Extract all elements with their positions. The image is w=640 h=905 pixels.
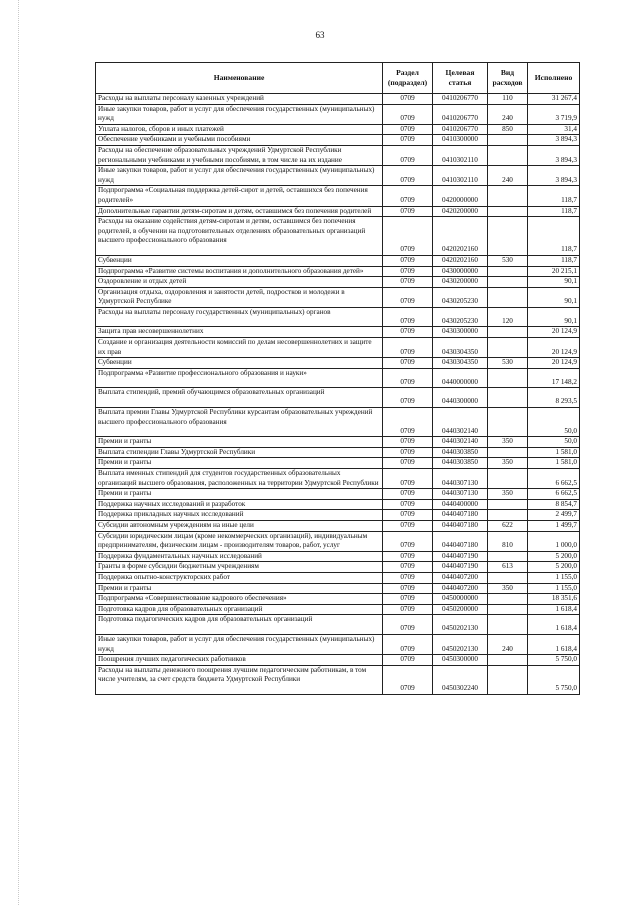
cell-name: Расходы на выплаты денежного поощрения лучшим педагогическим работникам, в том числе учителям, за счет средств бюджета Удмуртской Республики [96, 665, 383, 694]
cell-target: 0440400000 [433, 499, 488, 510]
cell-target: 0420000000 [433, 186, 488, 206]
cell-section: 0709 [383, 104, 433, 124]
cell-section: 0709 [383, 287, 433, 307]
cell-name: Субсидии автономным учреждениям на иные цели [96, 520, 383, 531]
cell-executed: 90,1 [528, 277, 580, 288]
cell-name: Премии и гранты [96, 458, 383, 469]
cell-executed: 1 000,0 [528, 531, 580, 551]
table-row [96, 186, 580, 206]
cell-executed: 1 581,0 [528, 447, 580, 458]
cell-name: Гранты в форме субсидии бюджетным учреждениям [96, 562, 383, 573]
cell-target: 0430200000 [433, 277, 488, 288]
table-row [96, 124, 580, 135]
cell-name: Иные закупки товаров, работ и услуг для обеспечения государственных (муниципальных) нужд [96, 634, 383, 654]
cell-target: 0410302110 [433, 145, 488, 165]
cell-name: Обеспечение учебниками и учебными пособиями [96, 135, 383, 146]
cell-section: 0709 [383, 562, 433, 573]
cell-name: Поддержка прикладных научных исследований [96, 510, 383, 521]
table-row [96, 277, 580, 288]
cell-name: Иные закупки товаров, работ и услуг для обеспечения государственных (муниципальных) нужд [96, 104, 383, 124]
cell-executed: 90,1 [528, 307, 580, 327]
cell-name: Подготовка педагогических кадров для образовательных организаций [96, 615, 383, 635]
cell-kind: 350 [488, 489, 528, 500]
cell-name: Подпрограмма «Развитие профессионального образования и науки» [96, 368, 383, 388]
table-row [96, 206, 580, 217]
cell-kind [488, 594, 528, 605]
cell-executed: 20 215,1 [528, 266, 580, 277]
header-target: Целевая статья [433, 63, 488, 94]
table-row [96, 338, 580, 358]
cell-section: 0709 [383, 277, 433, 288]
cell-kind [488, 327, 528, 338]
cell-section: 0709 [383, 437, 433, 448]
table-row [96, 408, 580, 437]
cell-kind [488, 665, 528, 694]
cell-section: 0709 [383, 655, 433, 666]
table-row [96, 104, 580, 124]
cell-executed: 1 499,7 [528, 520, 580, 531]
cell-section: 0709 [383, 388, 433, 408]
cell-name: Расходы на обеспечение образовательных учреждений Удмуртской Республики региональными учебниками и учебными пособиями, в том числе на их издание [96, 145, 383, 165]
cell-kind: 810 [488, 531, 528, 551]
cell-executed: 3 894,3 [528, 166, 580, 186]
table-row [96, 327, 580, 338]
cell-executed: 118,7 [528, 255, 580, 266]
table-row [96, 562, 580, 573]
cell-section: 0709 [383, 368, 433, 388]
cell-kind [488, 604, 528, 615]
cell-executed: 31,4 [528, 124, 580, 135]
budget-table [95, 62, 580, 695]
cell-section: 0709 [383, 145, 433, 165]
cell-target: 0450302240 [433, 665, 488, 694]
cell-kind [488, 655, 528, 666]
table-row [96, 572, 580, 583]
cell-executed: 5 200,0 [528, 551, 580, 562]
header-section: Раздел (подраздел) [383, 63, 433, 94]
cell-target: 0440302140 [433, 437, 488, 448]
table-row [96, 145, 580, 165]
table-row [96, 135, 580, 146]
page-number: 63 [315, 30, 325, 40]
margin-dotted-line [18, 0, 19, 905]
table-header-row [96, 63, 580, 94]
cell-executed: 1 155,0 [528, 572, 580, 583]
cell-kind: 240 [488, 104, 528, 124]
cell-kind [488, 145, 528, 165]
cell-executed: 5 750,0 [528, 665, 580, 694]
cell-section: 0709 [383, 307, 433, 327]
cell-name: Поощрения лучших педагогических работников [96, 655, 383, 666]
cell-kind: 530 [488, 255, 528, 266]
cell-name: Оздоровление и отдых детей [96, 277, 383, 288]
cell-executed: 20 124,9 [528, 338, 580, 358]
cell-executed: 17 148,2 [528, 368, 580, 388]
cell-executed: 50,0 [528, 408, 580, 437]
table-row [96, 94, 580, 105]
table-row [96, 594, 580, 605]
cell-section: 0709 [383, 469, 433, 489]
table-row [96, 655, 580, 666]
cell-kind: 622 [488, 520, 528, 531]
cell-kind [488, 368, 528, 388]
table-body [96, 94, 580, 695]
table-row [96, 531, 580, 551]
cell-kind [488, 135, 528, 146]
cell-section: 0709 [383, 408, 433, 437]
cell-name: Создание и организация деятельности комиссий по делам несовершеннолетних и защите их прав [96, 338, 383, 358]
cell-executed: 50,0 [528, 437, 580, 448]
cell-executed: 20 124,9 [528, 358, 580, 369]
table-row [96, 615, 580, 635]
cell-target: 0440302140 [433, 408, 488, 437]
cell-section: 0709 [383, 531, 433, 551]
cell-name: Поддержка научных исследований и разработок [96, 499, 383, 510]
cell-name: Расходы на выплаты персоналу государственных (муниципальных) органов [96, 307, 383, 327]
cell-target: 0430300000 [433, 327, 488, 338]
cell-kind [488, 510, 528, 521]
cell-section: 0709 [383, 338, 433, 358]
cell-target: 0450000000 [433, 594, 488, 605]
cell-target: 0430205230 [433, 307, 488, 327]
cell-name: Подготовка кадров для образовательных организаций [96, 604, 383, 615]
cell-target: 0440407200 [433, 583, 488, 594]
cell-executed: 31 267,4 [528, 94, 580, 105]
cell-section: 0709 [383, 458, 433, 469]
cell-executed: 5 200,0 [528, 562, 580, 573]
cell-name: Выплата стипендий, премий обучающимся образовательных организаций [96, 388, 383, 408]
cell-kind: 120 [488, 307, 528, 327]
header-executed: Исполнено [528, 63, 580, 94]
cell-executed: 118,7 [528, 206, 580, 217]
cell-name: Премии и гранты [96, 583, 383, 594]
cell-target: 0450300000 [433, 655, 488, 666]
table-row [96, 469, 580, 489]
cell-section: 0709 [383, 510, 433, 521]
cell-target: 0410302110 [433, 166, 488, 186]
cell-target: 0450200000 [433, 604, 488, 615]
cell-target: 0440000000 [433, 368, 488, 388]
cell-name: Премии и гранты [96, 437, 383, 448]
table-row [96, 217, 580, 256]
cell-target: 0450202130 [433, 615, 488, 635]
cell-name: Расходы на оказание содействия детям-сиротам и детям, оставшимся без попечения родителей, в обучении на подготовительных отделениях образовательных организаций высшего профессионального образования [96, 217, 383, 256]
cell-section: 0709 [383, 665, 433, 694]
cell-kind [488, 186, 528, 206]
cell-section: 0709 [383, 583, 433, 594]
cell-executed: 1 618,4 [528, 615, 580, 635]
table-row [96, 307, 580, 327]
cell-executed: 5 750,0 [528, 655, 580, 666]
cell-executed: 3 894,3 [528, 135, 580, 146]
cell-kind [488, 266, 528, 277]
cell-target: 0430304350 [433, 338, 488, 358]
cell-executed: 118,7 [528, 217, 580, 256]
table-row [96, 368, 580, 388]
cell-executed: 6 662,5 [528, 469, 580, 489]
cell-section: 0709 [383, 186, 433, 206]
cell-executed: 20 124,9 [528, 327, 580, 338]
cell-name: Выплата премии Главы Удмуртской Республики курсантам образовательных учреждений высшего профессионального образования [96, 408, 383, 437]
table-row [96, 447, 580, 458]
cell-target: 0440407200 [433, 572, 488, 583]
cell-kind [488, 408, 528, 437]
table-row [96, 388, 580, 408]
cell-executed: 118,7 [528, 186, 580, 206]
cell-kind: 350 [488, 437, 528, 448]
table-row [96, 665, 580, 694]
cell-executed: 3 894,3 [528, 145, 580, 165]
header-name: Наименование [96, 63, 383, 94]
cell-section: 0709 [383, 124, 433, 135]
cell-kind: 240 [488, 166, 528, 186]
cell-name: Премии и гранты [96, 489, 383, 500]
cell-target: 0410206770 [433, 124, 488, 135]
cell-kind [488, 338, 528, 358]
table-row [96, 489, 580, 500]
cell-kind [488, 388, 528, 408]
cell-target: 0410206770 [433, 94, 488, 105]
table-row [96, 255, 580, 266]
cell-kind: 613 [488, 562, 528, 573]
cell-target: 0450202130 [433, 634, 488, 654]
cell-section: 0709 [383, 255, 433, 266]
cell-name: Иные закупки товаров, работ и услуг для обеспечения государственных (муниципальных) нужд [96, 166, 383, 186]
cell-kind [488, 447, 528, 458]
table-row [96, 551, 580, 562]
table-row [96, 287, 580, 307]
cell-name: Организация отдыха, оздоровления и занятости детей, подростков и молодежи в Удмуртской Республике [96, 287, 383, 307]
cell-executed: 8 293,5 [528, 388, 580, 408]
cell-executed: 8 854,7 [528, 499, 580, 510]
cell-target: 0410206770 [433, 104, 488, 124]
cell-target: 0440407190 [433, 562, 488, 573]
table-row [96, 520, 580, 531]
cell-section: 0709 [383, 166, 433, 186]
cell-target: 0440303850 [433, 447, 488, 458]
table-row [96, 458, 580, 469]
cell-target: 0440407180 [433, 531, 488, 551]
cell-kind [488, 217, 528, 256]
table-row [96, 604, 580, 615]
cell-kind [488, 615, 528, 635]
cell-section: 0709 [383, 520, 433, 531]
cell-executed: 1 155,0 [528, 583, 580, 594]
cell-kind [488, 572, 528, 583]
cell-name: Защита прав несовершеннолетних [96, 327, 383, 338]
cell-section: 0709 [383, 551, 433, 562]
cell-executed: 1 618,4 [528, 634, 580, 654]
cell-section: 0709 [383, 327, 433, 338]
cell-target: 0440307130 [433, 489, 488, 500]
table-row [96, 358, 580, 369]
cell-target: 0440407180 [433, 510, 488, 521]
cell-section: 0709 [383, 615, 433, 635]
cell-kind [488, 469, 528, 489]
cell-section: 0709 [383, 447, 433, 458]
table-row [96, 583, 580, 594]
cell-kind: 530 [488, 358, 528, 369]
cell-kind: 240 [488, 634, 528, 654]
cell-name: Поддержка фундаментальных научных исследований [96, 551, 383, 562]
cell-section: 0709 [383, 206, 433, 217]
cell-name: Выплата стипендии Главы Удмуртской Республики [96, 447, 383, 458]
table-row [96, 499, 580, 510]
cell-section: 0709 [383, 358, 433, 369]
cell-target: 0410300000 [433, 135, 488, 146]
table-row [96, 266, 580, 277]
cell-kind [488, 206, 528, 217]
cell-name: Расходы на выплаты персоналу казенных учреждений [96, 94, 383, 105]
cell-name: Дополнительные гарантии детям-сиротам и детям, оставшимся без попечения родителей [96, 206, 383, 217]
cell-kind [488, 287, 528, 307]
cell-executed: 1 581,0 [528, 458, 580, 469]
cell-name: Субвенции [96, 358, 383, 369]
cell-name: Подпрограмма «Развитие системы воспитания и дополнительного образования детей» [96, 266, 383, 277]
cell-section: 0709 [383, 604, 433, 615]
cell-kind [488, 277, 528, 288]
cell-kind: 350 [488, 583, 528, 594]
cell-kind [488, 551, 528, 562]
cell-target: 0430304350 [433, 358, 488, 369]
cell-target: 0430205230 [433, 287, 488, 307]
cell-target: 0440407180 [433, 520, 488, 531]
cell-executed: 1 618,4 [528, 604, 580, 615]
cell-name: Выплата именных стипендий для студентов государственных образовательных организаций высшего образования, расположенных на территории Удмуртской Республики [96, 469, 383, 489]
cell-name: Поддержка опытно-конструкторских работ [96, 572, 383, 583]
cell-name: Уплата налогов, сборов и иных платежей [96, 124, 383, 135]
table-row [96, 510, 580, 521]
table-row [96, 437, 580, 448]
cell-section: 0709 [383, 572, 433, 583]
cell-section: 0709 [383, 217, 433, 256]
cell-name: Субвенции [96, 255, 383, 266]
cell-target: 0420202160 [433, 255, 488, 266]
cell-section: 0709 [383, 489, 433, 500]
cell-target: 0420202160 [433, 217, 488, 256]
cell-executed: 3 719,9 [528, 104, 580, 124]
cell-target: 0420200000 [433, 206, 488, 217]
cell-section: 0709 [383, 266, 433, 277]
cell-target: 0440303850 [433, 458, 488, 469]
cell-executed: 18 351,6 [528, 594, 580, 605]
table-row [96, 634, 580, 654]
cell-section: 0709 [383, 94, 433, 105]
cell-target: 0440307130 [433, 469, 488, 489]
cell-kind [488, 499, 528, 510]
cell-section: 0709 [383, 135, 433, 146]
cell-section: 0709 [383, 594, 433, 605]
cell-target: 0440407190 [433, 551, 488, 562]
cell-executed: 2 499,7 [528, 510, 580, 521]
cell-kind: 350 [488, 458, 528, 469]
cell-name: Подпрограмма «Социальная поддержка детей-сирот и детей, оставшихся без попечения родителей» [96, 186, 383, 206]
cell-executed: 6 662,5 [528, 489, 580, 500]
cell-section: 0709 [383, 499, 433, 510]
header-kind: Вид расходов [488, 63, 528, 94]
table-row [96, 166, 580, 186]
cell-kind: 850 [488, 124, 528, 135]
cell-name: Подпрограмма «Совершенствование кадрового обеспечения» [96, 594, 383, 605]
cell-kind: 110 [488, 94, 528, 105]
cell-target: 0440300000 [433, 388, 488, 408]
cell-section: 0709 [383, 634, 433, 654]
cell-name: Субсидии юридическим лицам (кроме некоммерческих организаций), индивидуальным предпринимателям, физическим лицам - производителям товаров, работ, услуг [96, 531, 383, 551]
cell-executed: 90,1 [528, 287, 580, 307]
cell-target: 0430000000 [433, 266, 488, 277]
